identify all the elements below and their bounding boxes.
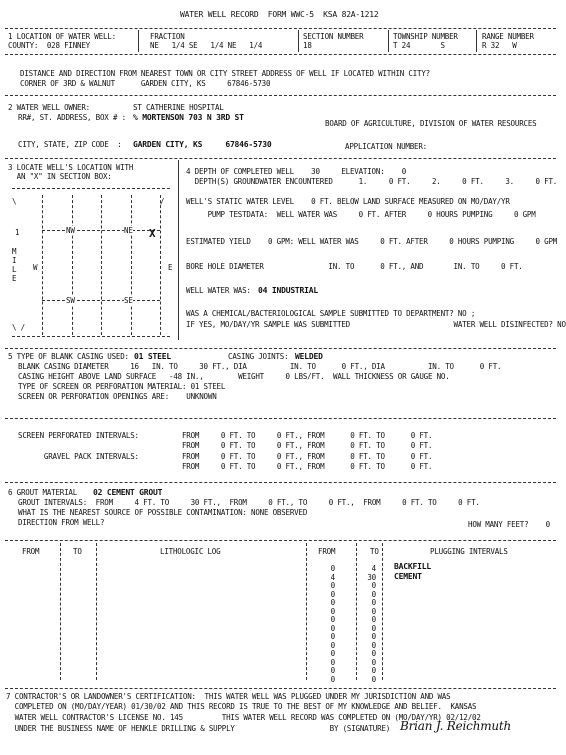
divider [5, 540, 556, 541]
grout-intervals-line: GROUT INTERVALS: FROM 4 FT. TO 30 FT., FROM 0 FT., TO 0 FT., FROM 0 FT. TO 0 FT. [18, 498, 480, 507]
mile-label: M I L E [12, 247, 17, 283]
divider [5, 28, 556, 29]
grid-line [101, 195, 102, 335]
well-water-use: 04 INDUSTRIAL [258, 286, 319, 295]
section-mark: 1 [15, 228, 20, 237]
city-label: CITY, STATE, ZIP CODE : [18, 140, 122, 149]
address-label: RR#, ST. ADDRESS, BOX # : [18, 113, 126, 122]
gravel-intervals-line: GRAVEL PACK INTERVALS: FROM 0 FT. TO 0 FT., FROM 0 FT. TO 0 FT. [18, 452, 433, 461]
township-number: T 24 S [393, 41, 445, 50]
location-label: 1 LOCATION OF WATER WELL: [8, 32, 116, 41]
groundwater-line: DEPTH(S) GROUNDWATER ENCOUNTERED 1. 0 FT. 2. 0 FT. 3. 0 FT. [186, 177, 558, 186]
divider [178, 160, 179, 340]
certification-line-4: UNDER THE BUSINESS NAME OF HENKLE DRILLING & SUPPLY BY (SIGNATURE) [6, 724, 391, 733]
divider [476, 30, 477, 52]
column-line [382, 543, 383, 680]
nw-corner: \ [12, 197, 17, 206]
distance-value: CORNER OF 3RD & WALNUT GARDEN CITY, KS 67846-5730 [20, 79, 271, 88]
plug-material-values: BACKFILL CEMENT [394, 562, 431, 581]
screen-intervals-line: SCREEN PERFORATED INTERVALS: FROM 0 FT. TO 0 FT., FROM 0 FT. TO 0 FT. [18, 431, 433, 440]
casing-height-line: CASING HEIGHT ABOVE LAND SURFACE -48 IN., WEIGHT 0 LBS/FT. WALL THICKNESS OR GAUGE NO. [18, 372, 450, 381]
range-number: R 32 W [482, 41, 517, 50]
county: COUNTY: 028 FINNEY [8, 41, 90, 50]
locate-label: 3 LOCATE WELL'S LOCATION WITH AN "X" IN SECTION BOX: [8, 163, 134, 181]
how-many-feet: HOW MANY FEET? 0 [468, 520, 550, 529]
contamination-line: WHAT IS THE NEAREST SOURCE OF POSSIBLE CONTAMINATION: NONE OBSERVED [18, 508, 308, 517]
fraction: NE 1/4 SE 1/4 NE 1/4 [150, 41, 263, 50]
casing-type: 01 STEEL [134, 352, 171, 361]
application-number-label: APPLICATION NUMBER: [345, 142, 427, 151]
direction-label: DIRECTION FROM WELL? [18, 518, 105, 527]
divider [388, 30, 389, 52]
section-label: SECTION NUMBER [303, 32, 364, 41]
ne-quarter: NE [124, 226, 133, 235]
grid-line [42, 230, 160, 231]
casing-joints-label: CASING JOINTS: [228, 352, 289, 361]
certification-line-2: COMPLETED ON (MO/DAY/YEAR) 01/30/02 AND THIS RECORD IS TRUE TO THE BEST OF MY KNOWLEDGE AND BELIEF. KANSAS [6, 702, 477, 711]
grid-line [131, 195, 132, 335]
west-label: W [33, 263, 38, 272]
plug-to-header: TO [370, 547, 379, 556]
divider [5, 95, 556, 96]
section-number: 18 [303, 41, 312, 50]
sw-corner: \ / [12, 323, 25, 332]
screen-openings-line: SCREEN OR PERFORATION OPENINGS ARE: UNKNOWN [18, 392, 217, 401]
lithologic-log-header: LITHOLOGIC LOG [160, 547, 221, 556]
grid-line [72, 195, 73, 335]
range-label: RANGE NUMBER [482, 32, 534, 41]
column-line [96, 543, 97, 680]
grid-line [42, 300, 160, 301]
casing-joints: WELDED [295, 352, 323, 361]
divider [138, 30, 139, 52]
log-to-header: TO [73, 547, 82, 556]
casing-diameter-line: BLANK CASING DIAMETER 16 IN. TO 30 FT., DIA IN. TO 0 FT., DIA IN. TO 0 FT. [18, 362, 502, 371]
well-water-label: WELL WATER WAS: [186, 286, 251, 295]
section-box-bottom [12, 336, 170, 337]
grid-line [160, 195, 161, 335]
column-line [356, 543, 357, 680]
address-value: % MORTENSON 703 N 3RD ST [133, 113, 244, 122]
se-quarter: SE [124, 296, 133, 305]
log-from-header: FROM [22, 547, 40, 556]
grout-material: 02 CEMENT GROUT [93, 488, 163, 497]
city-value: GARDEN CITY, KS 67846-5730 [133, 140, 272, 149]
sw-quarter: SW [66, 296, 75, 305]
distance-label: DISTANCE AND DIRECTION FROM NEAREST TOWN OR CITY STREET ADDRESS OF WELL IF LOCATED WITHIN CITY? [20, 69, 430, 78]
divider [5, 348, 556, 349]
sample-date-line: IF YES, MO/DAY/YR SAMPLE WAS SUBMITTED WATER WELL DISINFECTED? NO [186, 320, 566, 329]
section-box-top [12, 188, 170, 189]
east-label: E [168, 263, 173, 272]
owner-name: ST CATHERINE HOSPITAL [133, 103, 224, 112]
static-level-line: WELL'S STATIC WATER LEVEL 0 FT. BELOW LAND SURFACE MEASURED ON MO/DAY/YR [186, 197, 510, 206]
board-label: BOARD OF AGRICULTURE, DIVISION OF WATER RESOURCES [325, 119, 537, 128]
grout-material-label: 6 GROUT MATERIAL [8, 488, 78, 497]
signature: Brian J. Reichmuth [400, 719, 512, 733]
certification-line-1: 7 CONTRACTOR'S OR LANDOWNER'S CERTIFICATION: THIS WATER WELL WAS PLUGGED UNDER MY JURISDICTION AND WAS [6, 692, 451, 701]
plugging-intervals-header: PLUGGING INTERVALS [430, 547, 508, 556]
form-title: WATER WELL RECORD FORM WWC-5 KSA 82A-1212 [180, 10, 379, 19]
column-line [60, 543, 61, 680]
plug-from-header: FROM [318, 547, 336, 556]
divider [5, 418, 556, 419]
depth-line: 4 DEPTH OF COMPLETED WELL 30 ELEVATION: 0 [186, 167, 407, 176]
plug-to-values: 4 30 0 0 0 0 0 0 0 0 0 0 0 0 [367, 564, 376, 684]
certification-line-3: WATER WELL CONTRACTOR'S LICENSE NO. 145 THIS WATER WELL RECORD WAS COMPLETED ON (MO/DAY/YR) 02/12/02 [6, 713, 481, 722]
divider [298, 30, 299, 52]
divider [5, 688, 556, 689]
fraction-label: FRACTION [150, 32, 185, 41]
gravel-intervals-line-2: FROM 0 FT. TO 0 FT., FROM 0 FT. TO 0 FT. [18, 462, 433, 471]
screen-type-line: TYPE OF SCREEN OR PERFORATION MATERIAL: 01 STEEL [18, 382, 226, 391]
well-location-mark: X [149, 227, 156, 240]
divider [5, 54, 556, 55]
casing-type-label: 5 TYPE OF BLANK CASING USED: [8, 352, 129, 361]
grid-line [42, 195, 43, 335]
estimated-yield-line: ESTIMATED YIELD 0 GPM: WELL WATER WAS 0 FT. AFTER 0 HOURS PUMPING 0 GPM [186, 237, 558, 246]
plug-from-values: 0 4 0 0 0 0 0 0 0 0 0 0 0 0 [330, 564, 335, 684]
screen-intervals-line-2: FROM 0 FT. TO 0 FT., FROM 0 FT. TO 0 FT. [18, 441, 433, 450]
ne-corner: / [160, 197, 165, 206]
township-label: TOWNSHIP NUMBER [393, 32, 458, 41]
divider [5, 158, 556, 159]
column-line [306, 543, 307, 680]
nw-quarter: NW [66, 226, 75, 235]
chemical-sample-line: WAS A CHEMICAL/BACTERIOLOGICAL SAMPLE SUBMITTED TO DEPARTMENT? NO ; [186, 309, 476, 318]
divider [5, 482, 556, 483]
bore-hole-line: BORE HOLE DIAMETER IN. TO 0 FT., AND IN. TO 0 FT. [186, 262, 523, 271]
pump-test-line: PUMP TESTDATA: WELL WATER WAS 0 FT. AFTER 0 HOURS PUMPING 0 GPM [186, 210, 536, 219]
owner-label: 2 WATER WELL OWNER: [8, 103, 90, 112]
